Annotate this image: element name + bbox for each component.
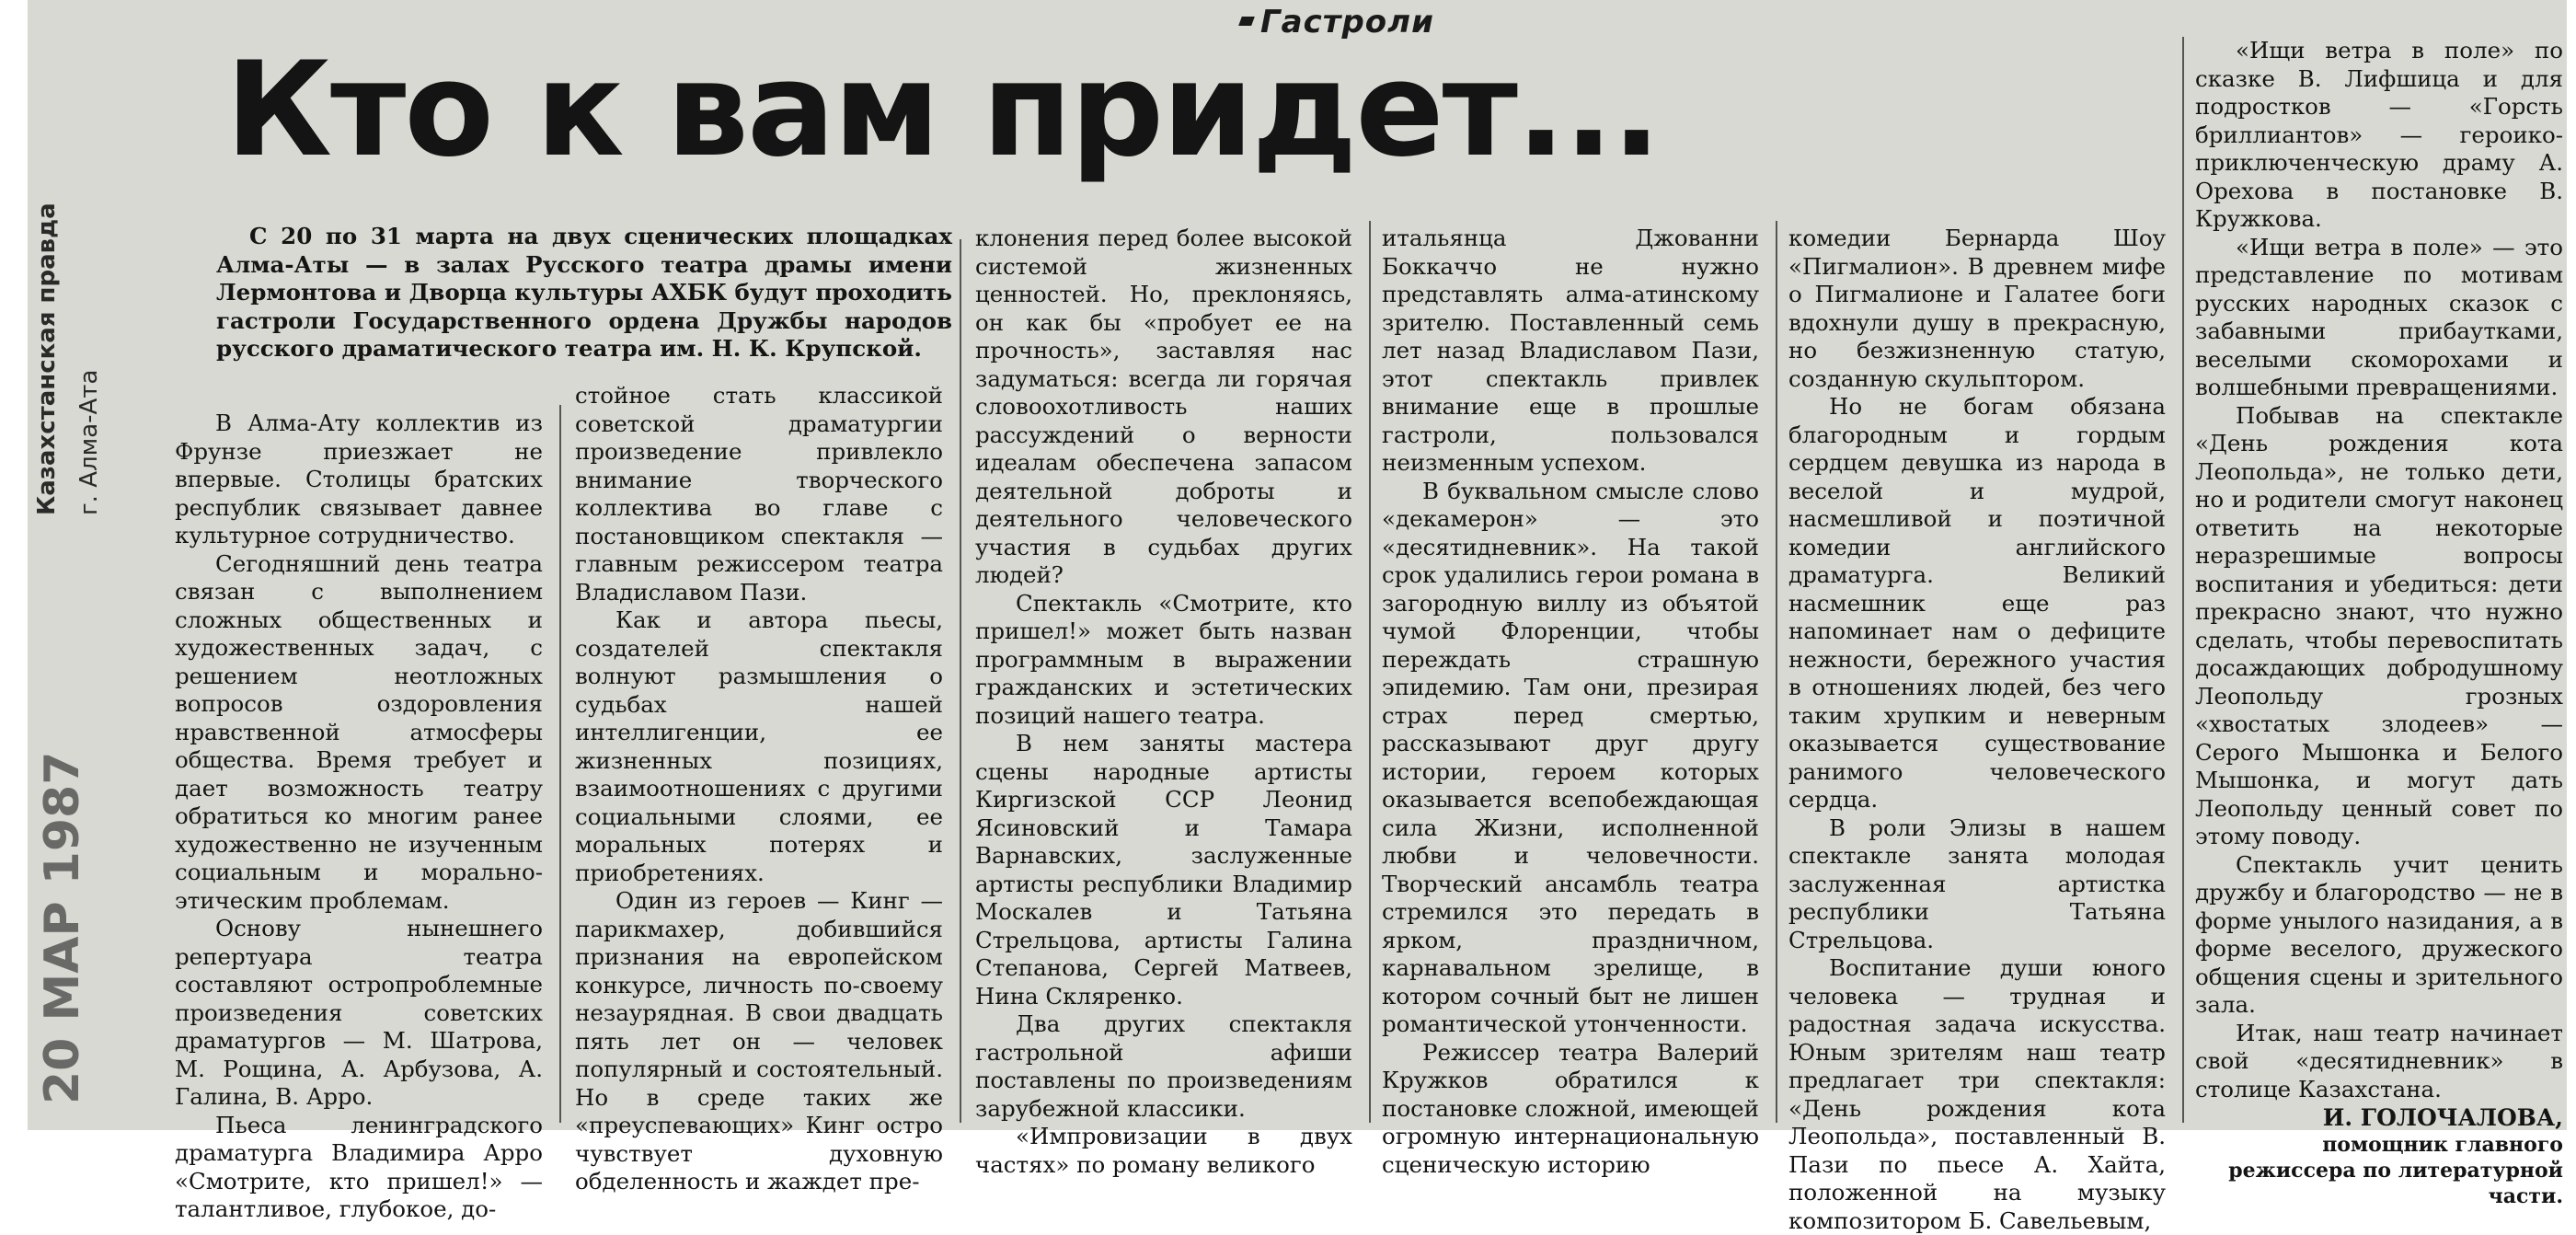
source-city: г. Алма-Ата [75,369,103,515]
newspaper-clipping [28,0,2567,1234]
paragraph: итальянца Джованни Боккаччо не нужно представлять алма-атинскому зрителю. Поставленный семь лет назад Владиславом Пази, этот спектакль привлек внимание еще в прошлые гастроли, пользовался неизменным успехом. [1382,225,1759,476]
paragraph: Как и автора пьесы, создателей спектакля волнуют размышления о судьбах нашей интеллигенции, ее жизненных позициях, взаимоотношениях с другими социальными слоями, ее моральных потерях и приобретениях. [575,606,943,886]
rubric-marker [1238,17,1255,26]
rubric-label: Гастроли [1260,4,1434,40]
paragraph: комедии Бернарда Шоу «Пигмалион». В древнем мифе о Пигмалионе и Галатее боги вдохнули душу в прекрасную, но безжизненную статую, созданную скульптором. [1788,225,2166,392]
paragraph: В Алма-Ату коллектив из Фрунзе приезжает не впервые. Столицы братских республик связывает давнее культурное сотрудничество. [175,410,543,548]
date-stamp-text: 20 МАР 1987 [35,751,90,1104]
paragraph: Основу нынешнего репертуара театра составляют остропроблемные произведения советских драматургов — М. Шатрова, М. Рощина, А. Арбузова, А. Галина, В. Арро. [175,915,543,1110]
column-1 [175,410,543,1224]
paragraph: Один из героев — Кинг — парикмахер, добившийся признания на европейском конкурсе, личность по-своему незаурядная. В свои двадцать пять лет он — человек популярный и состоятельный. Но в среде таких же «преуспевающих» Кинг остро чувствует духовную обделенность и жаждет пре- [575,887,943,1195]
paragraph: В роли Элизы в нашем спектакле занята молодая заслуженная артистка республики Татьяна Стрельцова. [1788,814,2166,953]
column-divider [960,239,961,1123]
paragraph: Режиссер театра Валерий Кружков обратился к постановке сложной, имеющей огромную интернациональную сценическую историю [1382,1038,1759,1178]
headline: Кто к вам придет... [225,34,1660,186]
column-4 [1382,225,1759,1179]
paragraph: В нем заняты мастера сцены народные артисты Киргизской ССР Леонид Ясиновский и Тамара Варнавских, заслуженные артисты республики Владимир Москалев и Татьяна Стрельцова, артисты Галина Степанова, Сергей Матвеев, Нина Скляренко. [975,730,1352,1010]
paragraph: «Импровизации в двух частях» по роману великого [975,1123,1352,1178]
paragraph: стойное стать классикой советской драматургии произведение привлекло внимание творческого коллектива во главе с постановщиком спектакля — главным режиссером театра Владиславом Пази. [575,382,943,606]
paragraph: Пьеса ленинградского драматурга Владимира Арро «Смотрите, кто пришел!» — талантливое, глубокое, до- [175,1111,543,1222]
paragraph: Спектакль учит ценить дружбу и благородство — не в форме унылого назидания, а в форме веселого, дружеского общения сцены и зрительного зала. [2195,850,2563,1018]
column-6 [2195,37,2563,1209]
paragraph: Спектакль «Смотрите, кто пришел!» может быть назван программным в выражении гражданских и эстетических позиций нашего театра. [975,589,1352,729]
paragraph: Побывав на спектакле «День рождения кота Леопольда», не только дети, но и родители смогут наконец ответить на некоторые неразрешимые вопросы воспитания и убедиться: дети прекрасно знают, что нужно сделать, чтобы перевоспитать досаждающих добродушному Леопольду грозных «хвостатых злодеев» — Серого Мышонка и Белого Мышонка, и могут дать Леопольду ценный совет по этому поводу. [2195,401,2563,849]
paragraph: клонения перед более высокой системой жизненных ценностей. Но, преклоняясь, он как бы «пробует ее на прочность», заставляя нас задуматься: всегда ли горячая словоохотливость наших рассуждений о верности идеалам обеспечена запасом деятельной доброты и деятельного человеческого участия в судьбах других людей? [975,225,1352,588]
column-divider [1369,221,1371,1123]
column-divider [1776,221,1777,1123]
paragraph: Итак, наш театр начинает свой «десятидневник» в столице Казахстана. [2195,1019,2563,1102]
author-role: помощник главного режиссера по литературной части. [2228,1133,2563,1208]
column-divider [559,405,561,1123]
paragraph: «Ищи ветра в поле» по сказке В. Лифшица и для подростков — «Горсть бриллиантов» — героико-приключенческую драму А. Орехова в постановке В. Кружкова. [2195,37,2563,232]
paragraph: Сегодняшний день театра связан с выполнением сложных общественных и художественных задач, с решением неотложных вопросов оздоровления нравственной атмосферы общества. Время требует и дает возможность театру обратиться ко многим ранее художественно не изученным социальным и морально-этическим проблемам. [175,549,543,914]
paragraph: В буквальном смысле слово «декамерон» — это «десятидневник». На такой срок удалились герои романа в загородную виллу из объятой чумой Флоренции, чтобы переждать страшную эпидемию. Там они, презирая страх перед смертью, рассказывают друг другу истории, героем которых оказывается всепобеждающая сила Жизни, исполненной любви и человечности. Творческий ансамбль театра стремился это передать в ярком, праздничном, карнавальном зрелище, в котором сочный быт не лишен романтической утонченности. [1382,477,1759,1037]
column-2 [575,382,943,1196]
column-divider [2182,37,2184,1123]
paragraph: Но не богам обязана благородным и гордым сердцем девушка из народа в веселой и мудрой, насмешливой и поэтичной комедии английского драматурга. Великий насмешник еще раз напоминает нам о дефиците нежности, бережного участия в отношениях людей, без чего таким хрупким и неверным оказывается существование ранимого человеческого сердца. [1788,393,2166,813]
column-5 [1788,225,2166,1235]
date-stamp [28,751,110,1104]
article-lead: С 20 по 31 марта на двух сценических площадках Алма-Аты — в залах Русского театра драмы имени Лермонтова и Дворца культуры АХБК будут проходить гастроли Государственного ордена Дружбы народов русского драматического театра им. Н. К. Крупской. [216,223,952,362]
author-name: И. ГОЛОЧАЛОВА, [2322,1104,2563,1131]
newspaper-source [28,202,138,515]
paragraph: Воспитание души юного человека — трудная и радостная задача искусства. Юным зрителям наш театр предлагает три спектакля: «День рождения кота Леопольда», поставленный В. Пази по пьесе А. Хайта, положенной на музыку композитором Б. Савельевым, [1788,954,2166,1234]
column-3 [975,225,1352,1179]
paragraph: Два других спектакля гастрольной афиши поставлены по произведениям зарубежной классики. [975,1010,1352,1122]
paragraph: «Ищи ветра в поле» — это представление по мотивам русских народных сказок с забавными прибаутками, веселыми скоморохами и волшебными превращениями. [2195,233,2563,400]
source-newspaper-name: Казахстанская правда [33,202,61,515]
